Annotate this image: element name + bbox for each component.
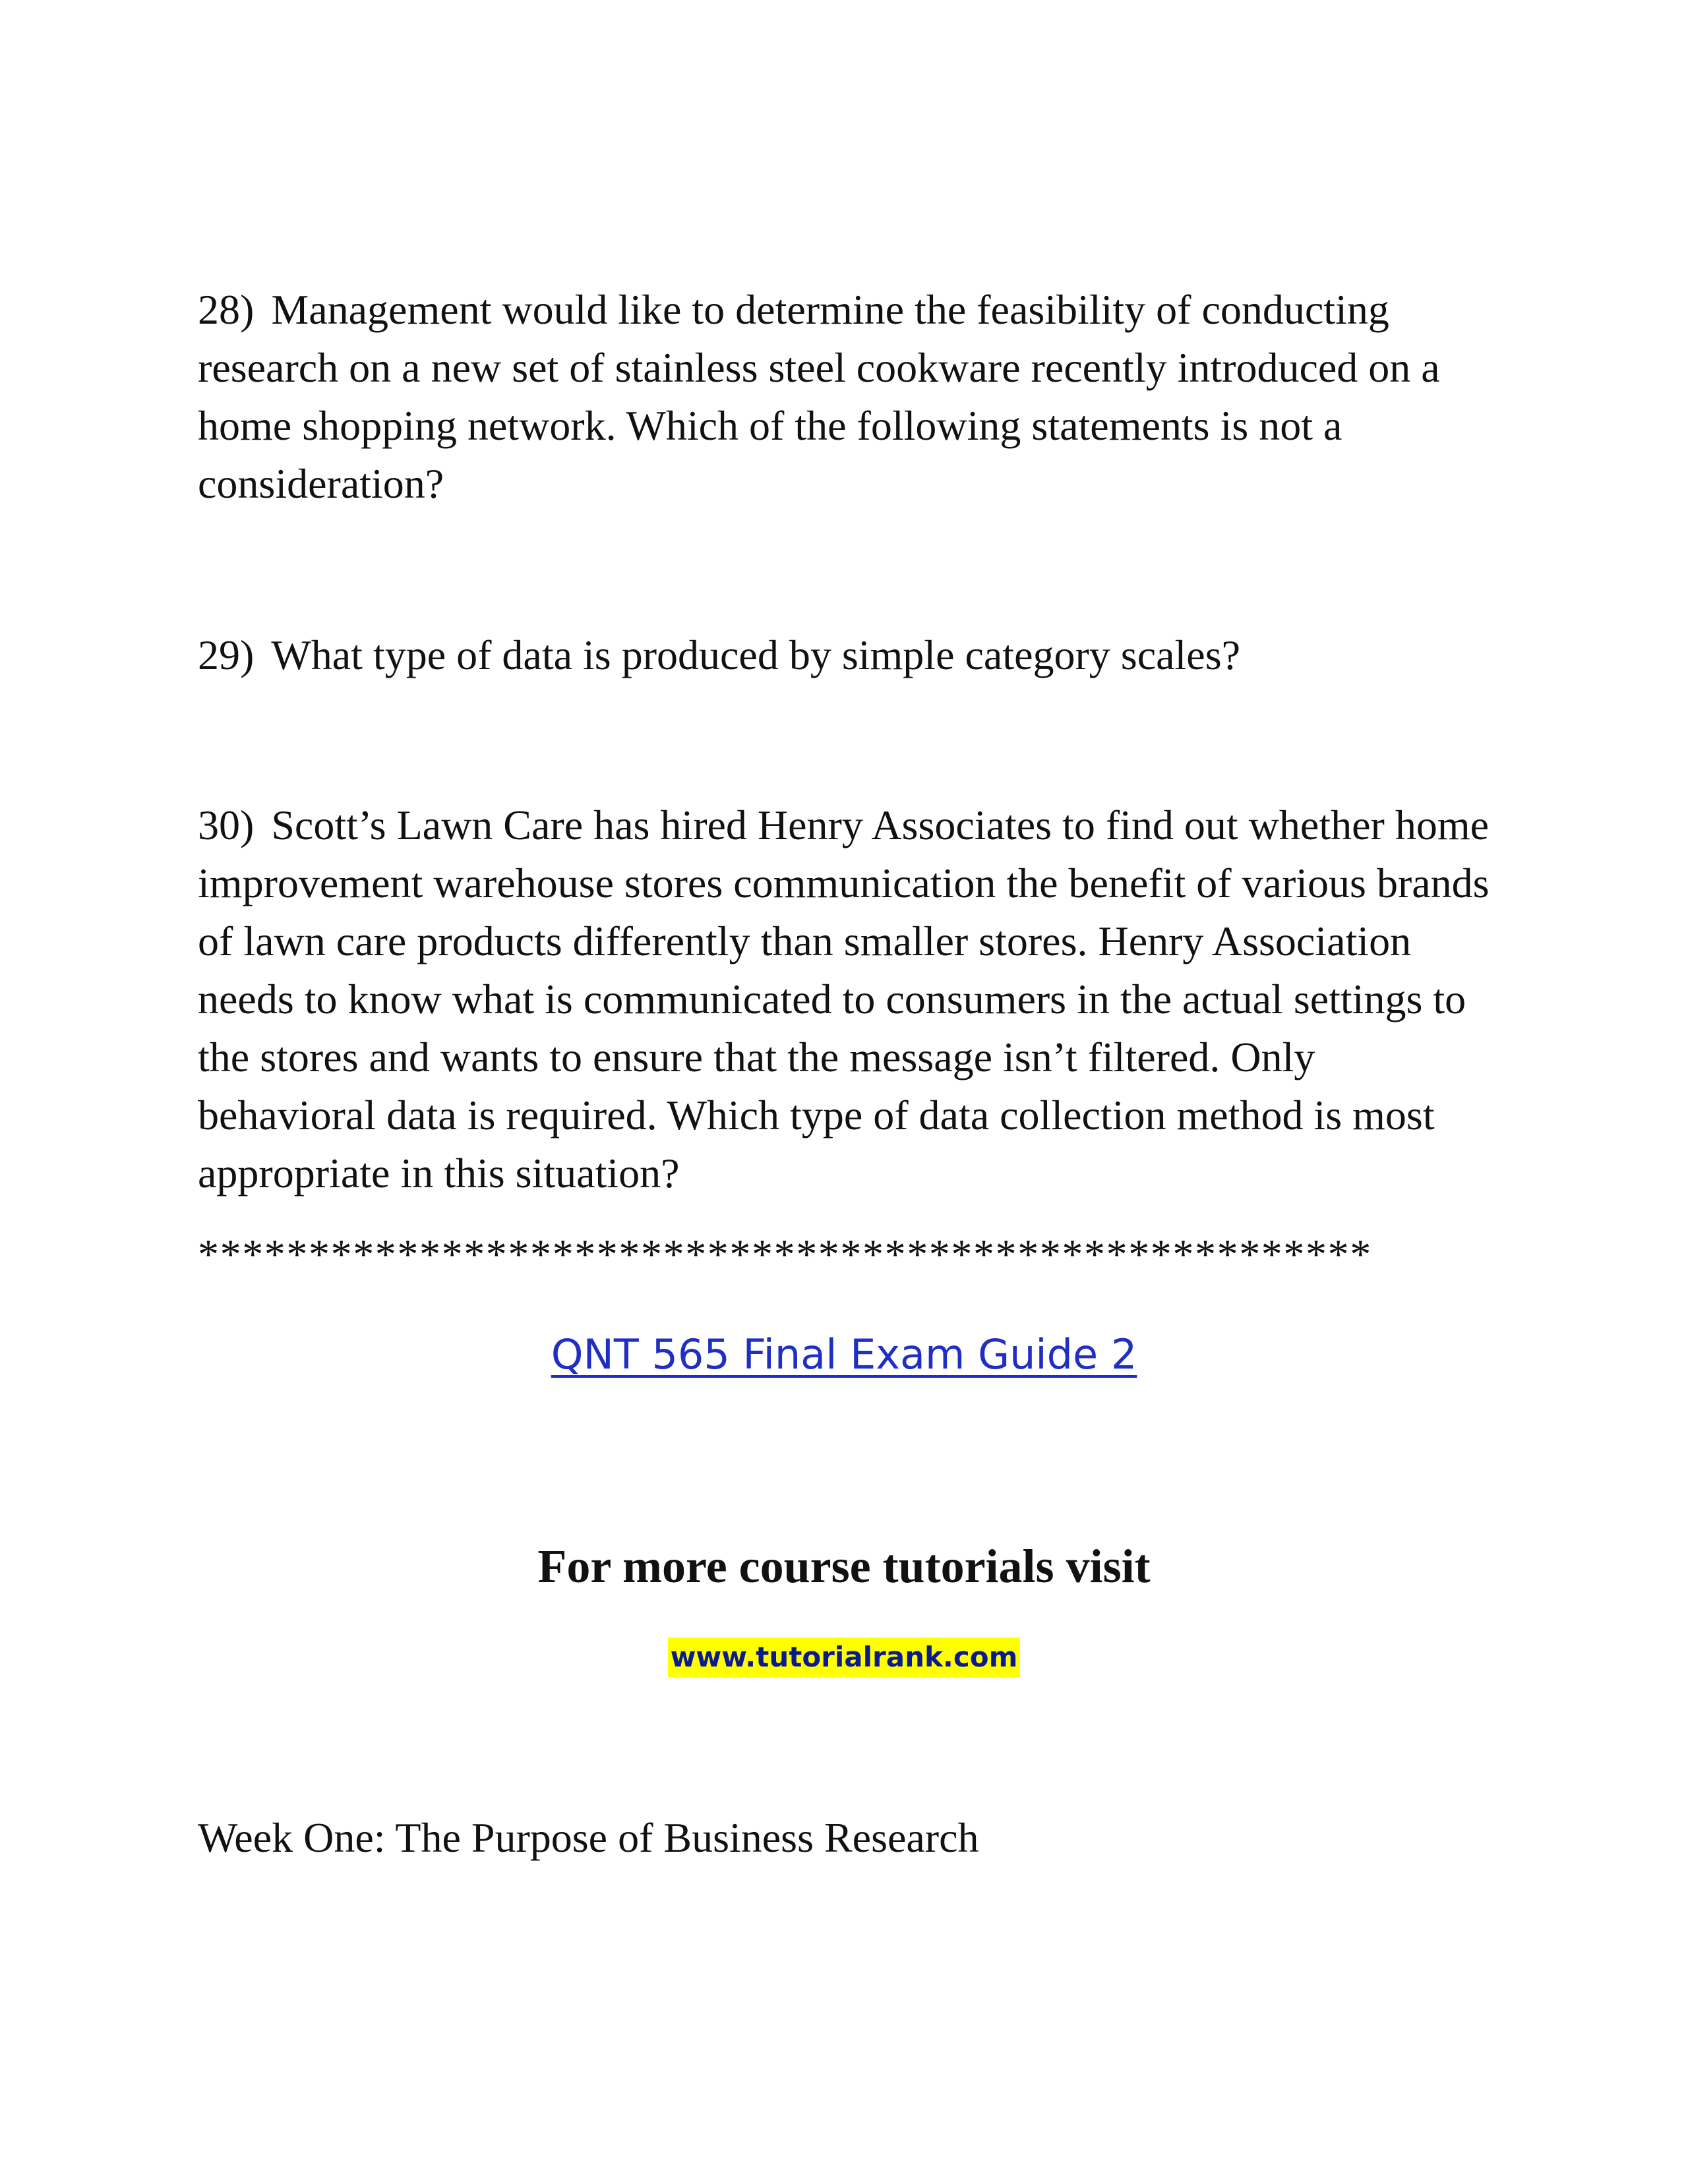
question-number: 29) bbox=[198, 632, 255, 678]
promo-heading: For more course tutorials visit bbox=[537, 1540, 1151, 1593]
site-url-link[interactable]: www.tutorialrank.com bbox=[668, 1638, 1021, 1677]
question-text: Scott’s Lawn Care has hired Henry Associates to find out whether home improvement warehouse stores communication the benefit of various brands of lawn care products differently than smaller stores. Henry Association needs to know what is communicated to consumers in the actual settings to the stores and wants to ensure that the message isn’t filtered. Only behavioral data is required. Which type of data collection method is most appropriate in this situation? bbox=[198, 802, 1490, 1196]
question-number: 28) bbox=[198, 286, 255, 333]
guide-link-row bbox=[0, 1325, 1688, 1384]
question-number: 30) bbox=[198, 802, 255, 848]
asterisk-separator: ***************************************************** bbox=[198, 1231, 1372, 1278]
section-heading: Week One: The Purpose of Business Research bbox=[198, 1814, 979, 1861]
guide-link[interactable]: QNT 565 Final Exam Guide 2 bbox=[551, 1330, 1137, 1378]
question-29 bbox=[198, 626, 1490, 684]
question-28 bbox=[198, 281, 1490, 513]
question-text: Management would like to determine the feasibility of conducting research on a new set of stainless steel cookware recently introduced on a home shopping network. Which of the following statements is not a consideration? bbox=[198, 286, 1440, 507]
question-30 bbox=[198, 796, 1490, 1202]
question-text: What type of data is produced by simple category scales? bbox=[271, 632, 1240, 678]
site-url-row bbox=[0, 1638, 1688, 1677]
